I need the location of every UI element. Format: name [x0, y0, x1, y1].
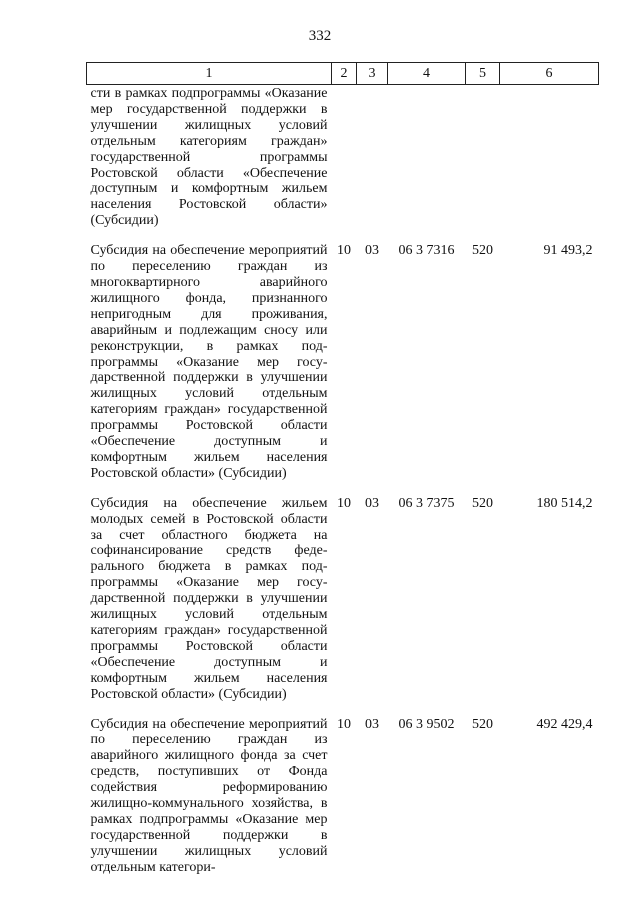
row-description: сти в рамках подпрограммы «Оказание мер государственной поддержки в улучшении жилищных условий отдельным категориям граждан» государственной программы Ростовской области «Обеспечение доступным и комфортным жильем населения Ростовской области» (Субсидии)	[90, 86, 328, 229]
row-target	[388, 85, 466, 230]
column-header-1: 1	[87, 63, 332, 85]
row-section: 10	[337, 243, 351, 259]
page-number: 332	[308, 28, 332, 44]
column-header-6: 6	[500, 63, 599, 85]
row-amount: 180 514,2	[536, 495, 593, 511]
column-header-3: 3	[357, 63, 388, 85]
row-type: 520	[472, 495, 493, 511]
row-target: 06 3 7316	[398, 243, 455, 259]
row-section	[332, 85, 357, 230]
row-type	[466, 85, 500, 230]
row-amount: 492 429,4	[536, 716, 593, 732]
row-subsection: 03	[365, 716, 379, 732]
row-type: 520	[472, 243, 493, 259]
table-row	[87, 496, 599, 703]
row-description: Субсидия на обеспечение мероприятий по переселению граждан из аварийного жилищного фонда за счет средств, поступивших от Фонда содействия реформированию жилищно-коммунального хозяйства, в рамках подпрограммы «Оказание мер государственной поддержки в улучшении жилищных условий отдельным категори-	[90, 716, 328, 875]
column-header-2: 2	[332, 63, 357, 85]
row-target: 06 3 7375	[398, 495, 455, 511]
row-subsection	[357, 85, 388, 230]
budget-table	[86, 62, 599, 876]
row-type: 520	[472, 716, 493, 732]
column-header-4: 4	[388, 63, 466, 85]
row-target: 06 3 9502	[398, 716, 455, 732]
row-amount: 91 493,2	[543, 243, 593, 259]
table-row	[87, 85, 599, 230]
row-description: Субсидия на обеспечение мероприятий по переселению граждан из многоквартирного аварийного жилищного фонда, признанного непригодным для проживания, аварийным и подлежащим сносу или реконструкции, в рамках подпрограммы «Оказание мер государственной поддержки в улучшении жилищных условий отдельным категориям граждан» государственной программы Ростовской области «Обеспечение доступным и комфортным жильем населения Ростовской области» (Субсидии)	[90, 243, 328, 481]
row-amount	[500, 85, 599, 230]
row-section: 10	[337, 495, 351, 511]
row-section: 10	[337, 716, 351, 732]
row-description: Субсидия на обеспечение жильем молодых семей в Ростовской области за счет областного бюджета на софинансирование средств федерального бюджета в рамках подпрограммы «Оказание мер государственной поддержки в улучшении жилищных условий отдельным категориям граждан» государственной программы Ростовской области «Обеспечение доступным и комфортным жильем населения Ростовской области» (Субсидии)	[90, 495, 328, 702]
column-header-5: 5	[466, 63, 500, 85]
row-subsection: 03	[365, 243, 379, 259]
table-row	[87, 717, 599, 876]
table-row	[87, 243, 599, 482]
row-subsection: 03	[365, 495, 379, 511]
table-header-row	[87, 63, 599, 85]
